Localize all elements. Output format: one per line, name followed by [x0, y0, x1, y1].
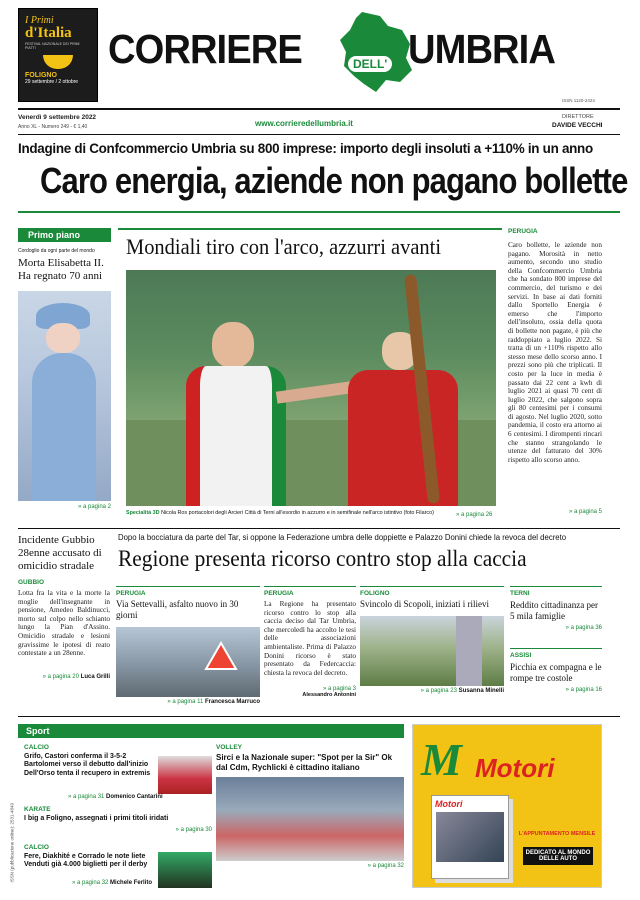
- sport-calcio2[interactable]: [24, 844, 212, 890]
- issue-date: Venerdì 9 settembre 2022: [18, 114, 97, 121]
- promo-dates: 29 settembre / 2 ottobre: [25, 79, 79, 85]
- caccia-text-ref[interactable]: » a pagina 3: [322, 686, 356, 692]
- mondiali-caption-text: Nicola Ros portacolori degli Arcieri Città di Terni all'esordio in azzurro e in semifinale nell'arco istintivo (foto Filarco): [161, 510, 434, 516]
- gubbio-text: Lotta fra la vita e la morte la moglie dell'insegnante in pensione, Amedeo Baldinucci, morto sul colpo nello schianto lungo la Pian d'Assino. Omicidio stradale e lesioni gravissime le ipotesi di reato contestate a un 28enne.: [18, 589, 110, 658]
- primo-piano-label: Primo piano: [18, 228, 111, 242]
- sport-volley[interactable]: [216, 744, 404, 890]
- calcio2-ref-page: » a pagina 32: [72, 880, 109, 886]
- settevalli-author: Francesca Marruco: [204, 699, 260, 705]
- calcio2-section: CALCIO: [24, 844, 49, 851]
- karate-section: KARATE: [24, 806, 51, 813]
- masthead-right: UMBRIA: [408, 26, 555, 72]
- motori-mini-cover: [431, 795, 509, 879]
- mondiali-caption: [126, 510, 496, 517]
- calcio2-ref[interactable]: [72, 880, 152, 886]
- festival-promo[interactable]: [18, 8, 98, 102]
- archers-photo: [126, 270, 496, 506]
- assisi-rule: [510, 648, 602, 649]
- masthead-left: CORRIERE: [108, 26, 302, 72]
- lead-headline[interactable]: Caro energia, aziende non pagano bollette: [40, 160, 628, 201]
- mondiali-caption-label: Specialità 3D: [126, 510, 160, 516]
- sport-label: Sport: [18, 724, 404, 738]
- mondiali-ref[interactable]: » a pagina 26: [456, 512, 493, 518]
- calcio2-photo: [158, 852, 212, 888]
- calcio2-text: Fere, Diakhité e Corrado le note liete Venduti già 4.000 biglietti per il derby: [24, 853, 148, 869]
- motori-mini-title: Motori: [435, 799, 463, 809]
- calcio2-author: Michele Ferlito: [110, 880, 153, 886]
- motori-appt: L'APPUNTAMENTO MENSILE: [518, 831, 596, 837]
- gubbio-ref-page: » a pagina 20: [42, 674, 79, 680]
- assisi-ref[interactable]: » a pagina 16: [565, 687, 602, 693]
- lead-kicker[interactable]: Indagine di Confcommercio Umbria su 800 imprese: importo degli insoluti a +110% in un anno: [18, 140, 593, 156]
- issn-online-vertical: ISSN (pubblicazione online): 2531-4849: [9, 802, 15, 883]
- motori-dedicato: DEDICATO AL MONDO DELLE AUTO: [523, 847, 593, 865]
- infobar-top-rule: [18, 108, 620, 110]
- director-label: DIRETTORE: [562, 114, 594, 120]
- caccia-text-article[interactable]: [264, 590, 356, 708]
- caccia-kicker[interactable]: Dopo la bocciatura da parte del Tar, si oppone la Federazione umbra delle doppiette e Palazzo Donini chiede la revoca del decreto: [118, 533, 567, 542]
- primo-piano-ref[interactable]: » a pagina 2: [77, 504, 111, 510]
- perugia-energy-text: Caro bollette, le aziende non pagano. Morosità in netto aumento, secondo uno studio della Confcommercio Umbria che ha sondato 800 imprese del commercio, del turismo e dei servizi. In base ai dati forniti dallo Sportello Energia è emerso che l'importo dell'insoluto, ossia della quota di bollette non pagate, è più che raddoppiato a luglio 2022. Si tratta di un +110% rispetto allo stesso mese dello scorso anno. I prezzi sono più che triplicati. Il costo per la luce in media è passato dai 22 cent a kwh di luglio 2021 ai quasi 70 cent di luglio 2022, che salgono sopra gli 80 centesimi per i consumi di agosto. Nel luglio 2020, sotto pandemia, il costo era attorno ai 6 centesimi. I dirompenti rincari che stanno strangolando le utenze del fatturato del 30% rispetto allo scorso anno.: [508, 241, 602, 464]
- mondiali-headline[interactable]: Mondiali tiro con l'arco, azzurri avanti: [126, 234, 442, 259]
- gubbio-article[interactable]: [18, 534, 110, 708]
- gubbio-headline: Incidente Gubbio 28enne accusato di omicidio stradale: [18, 534, 102, 572]
- motori-logo-m: M: [421, 734, 462, 785]
- scopoli-ref[interactable]: [360, 688, 504, 694]
- settevalli-article[interactable]: [116, 590, 260, 708]
- settevalli-photo: [116, 627, 260, 697]
- terni-rule: [510, 586, 602, 587]
- primo-piano-box[interactable]: [18, 228, 111, 524]
- issn: ISSN 1120-2424: [562, 98, 595, 103]
- motori-title: Motori: [475, 753, 555, 783]
- mid-rule: [18, 528, 620, 529]
- settevalli-ref-page: » a pagina 11: [167, 699, 204, 705]
- sport-calcio1[interactable]: [24, 744, 212, 802]
- calcio1-author: Domenico Cantarini: [106, 794, 163, 800]
- karate-text: I big a Foligno, assegnati i primi titoli iridati: [24, 815, 169, 822]
- calcio1-section: CALCIO: [24, 744, 49, 751]
- primo-piano-headline: Morta Elisabetta II. Ha regnato 70 anni: [18, 257, 104, 282]
- terni-section: TERNI: [510, 590, 530, 597]
- settevalli-rule: [116, 586, 260, 587]
- volley-photo: [216, 777, 404, 861]
- website-link[interactable]: www.corrieredellumbria.it: [255, 119, 353, 128]
- gubbio-author: Luca Grilli: [80, 674, 110, 680]
- caccia-text-rule: [264, 586, 356, 587]
- promo-subtitle: FESTIVAL NAZIONALE DEI PRIMI PIATTI: [25, 42, 80, 50]
- terni-headline: Reddito cittadinanza per 5 mila famiglie: [510, 600, 598, 621]
- lead-rule: [18, 211, 620, 213]
- perugia-energy-section: PERUGIA: [508, 228, 538, 235]
- settevalli-ref[interactable]: [116, 699, 260, 705]
- caccia-headline[interactable]: Regione presenta ricorso contro stop alla caccia: [118, 546, 527, 571]
- pasta-icon: [43, 55, 73, 69]
- terni-article[interactable]: [510, 590, 602, 644]
- motori-ad[interactable]: [412, 724, 602, 888]
- sport-rule: [18, 716, 620, 717]
- terni-ref[interactable]: » a pagina 36: [565, 625, 602, 631]
- gubbio-ref[interactable]: [18, 674, 110, 680]
- scopoli-rule: [360, 586, 504, 587]
- assisi-section: ASSISI: [510, 652, 532, 659]
- karate-ref[interactable]: » a pagina 30: [175, 827, 212, 834]
- masthead: [108, 14, 620, 94]
- caccia-text-section: PERUGIA: [264, 590, 294, 597]
- perugia-energy-column[interactable]: [508, 228, 602, 524]
- calcio1-text: Grifo, Castori conferma il 3-5-2 Bartolomei verso il debutto dall'inizio Dell'Orso tenta il recupero in extremis: [24, 753, 151, 777]
- scopoli-section: FOLIGNO: [360, 590, 390, 597]
- promo-city: FOLIGNO: [25, 72, 57, 79]
- infobar-bottom-rule: [18, 134, 620, 135]
- sport-karate[interactable]: [24, 806, 212, 840]
- masthead-dell: DELL': [348, 56, 392, 72]
- director-name: DAVIDE VECCHI: [552, 122, 603, 129]
- assisi-headline: Picchia ex compagna e le rompe tre costole: [510, 662, 602, 683]
- umbria-region-icon: [336, 10, 416, 94]
- issue-number: Anno XL - Numero 249 - € 1,40: [18, 124, 88, 130]
- caccia-text-body: La Regione ha presentato ricorso contro lo stop alla caccia deciso dal Tar Umbria, che mercoledì ha accolto le tesi delle associazioni ambientaliste. Prima di Palazzo Donini ricorso è stato presentato da Federcaccia: chiesta la revoca del decreto.: [264, 600, 356, 677]
- scopoli-ref-page: » a pagina 23: [420, 688, 457, 694]
- volley-text: Sirci e la Nazionale super: "Spot per la Sir" Ok dal Cdm, Rychlicki è cittadino italiano: [216, 753, 393, 772]
- scopoli-article[interactable]: [360, 590, 504, 708]
- promo-title-1: I Primi: [25, 15, 54, 26]
- settevalli-section: PERUGIA: [116, 590, 146, 597]
- scopoli-headline: Svincolo di Scopoli, iniziati i rilievi: [360, 599, 489, 609]
- queen-photo: [18, 291, 111, 501]
- gubbio-section: GUBBIO: [18, 579, 44, 586]
- mondiali-top-rule: [118, 228, 502, 230]
- roadwork-sign-icon: [204, 641, 238, 671]
- volley-section: VOLLEY: [216, 744, 243, 751]
- scopoli-photo: [360, 616, 504, 686]
- calcio1-ref[interactable]: [68, 794, 163, 800]
- calcio1-ref-page: » a pagina 31: [68, 794, 105, 800]
- scopoli-author: Susanna Minelli: [458, 688, 504, 694]
- calcio1-photo: [158, 756, 212, 794]
- volley-ref[interactable]: » a pagina 32: [367, 863, 404, 870]
- settevalli-headline: Via Settevalli, asfalto nuovo in 30 giorni: [116, 599, 239, 620]
- perugia-energy-ref[interactable]: » a pagina 5: [568, 509, 602, 515]
- caccia-text-author: Alessandro Antonini: [302, 692, 356, 698]
- promo-title-2: d'Italia: [25, 25, 72, 41]
- assisi-article[interactable]: [510, 652, 602, 708]
- primo-piano-kicker: Cordoglio da ogni parte del mondo: [18, 248, 95, 254]
